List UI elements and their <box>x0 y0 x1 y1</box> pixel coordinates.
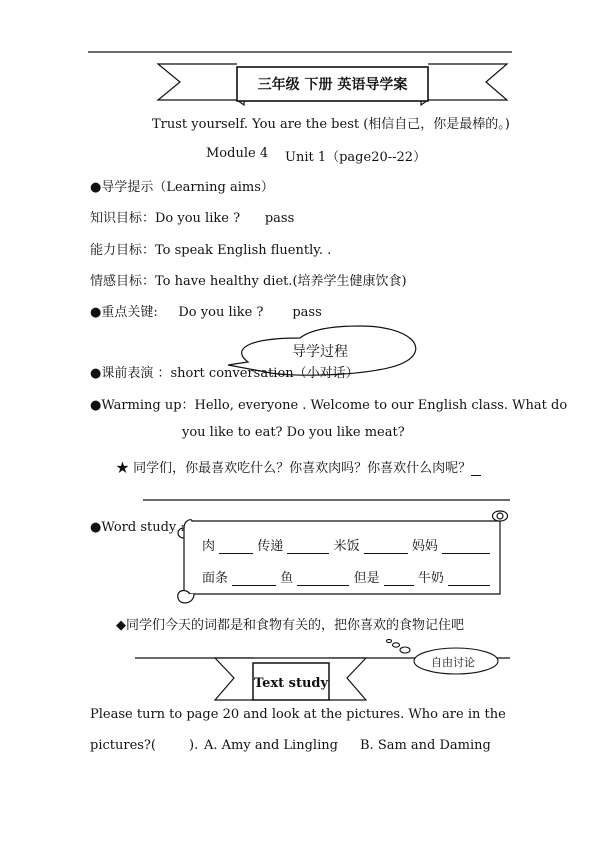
warming-up-question-text: ★ 同学们，你最喜欢吃什么？你喜欢肉吗？你喜欢什么肉呢？ <box>116 461 472 476</box>
knowledge-aim: 知识目标：Do you like ? pass <box>90 211 295 226</box>
text-study-title: Text study <box>253 676 329 691</box>
warming-up-line2: you like to eat? Do you like meat? <box>182 425 405 440</box>
word-study-note: ◆同学们今天的词都是和食物有关的，把你喜欢的食物记住吧 <box>116 618 464 633</box>
key-points: ●重点关键: Do you like ? pass <box>90 305 322 320</box>
word-blank[interactable] <box>364 539 408 554</box>
speech-bubble-text: 导学过程 <box>292 344 348 360</box>
word-blank[interactable] <box>448 571 490 586</box>
warming-up-line1: ●Warming up：Hello, everyone . Welcome to our English class. What do <box>90 398 568 413</box>
word-fish: 鱼 <box>280 571 294 586</box>
option-b[interactable]: B. Sam and Daming <box>360 738 491 753</box>
word-blank[interactable] <box>442 539 490 554</box>
emotion-aim: 情感目标：To have healthy diet.(培养学生健康饮食) <box>90 274 407 289</box>
word-pass: 传递 <box>257 539 284 554</box>
word-noodles: 面条 <box>202 571 229 586</box>
word-row-2 <box>202 567 490 586</box>
option-a[interactable]: A. Amy and Lingling <box>204 738 338 753</box>
word-blank[interactable] <box>384 571 414 586</box>
word-row-1 <box>202 535 490 554</box>
word-scroll-shape <box>178 511 508 603</box>
word-blank[interactable] <box>287 539 329 554</box>
page-title: 三年级 下册 英语导学案 <box>257 77 408 93</box>
motto: Trust yourself. You are the best (相信自己，你是最棒的。) <box>152 117 510 132</box>
question-pictures: pictures?( ). <box>90 738 199 753</box>
text-study-line1: Please turn to page 20 and look at the pictures. Who are in the <box>90 707 506 722</box>
word-but: 但是 <box>353 571 380 586</box>
warming-up-question <box>116 457 481 476</box>
word-blank[interactable] <box>232 571 276 586</box>
word-meat: 肉 <box>202 539 216 554</box>
word-rice: 米饭 <box>333 539 360 554</box>
word-milk: 牛奶 <box>417 571 444 586</box>
module-label: Module 4 <box>206 146 269 161</box>
word-mom: 妈妈 <box>411 539 438 554</box>
unit-label: Unit 1（page20--22） <box>285 150 427 165</box>
word-study-label: ●Word study : <box>90 520 185 535</box>
word-blank[interactable] <box>219 539 253 554</box>
ability-aim: 能力目标：To speak English fluently. . <box>90 243 332 258</box>
answer-blank[interactable] <box>471 461 481 476</box>
text-study-line2 <box>90 738 198 753</box>
word-blank[interactable] <box>297 571 349 586</box>
discussion-cloud-text: 自由讨论 <box>431 656 475 669</box>
pre-class-performance: ●课前表演 ：short conversation（小对话） <box>90 366 359 381</box>
aims-heading: ●导学提示（Learning aims） <box>90 180 274 195</box>
